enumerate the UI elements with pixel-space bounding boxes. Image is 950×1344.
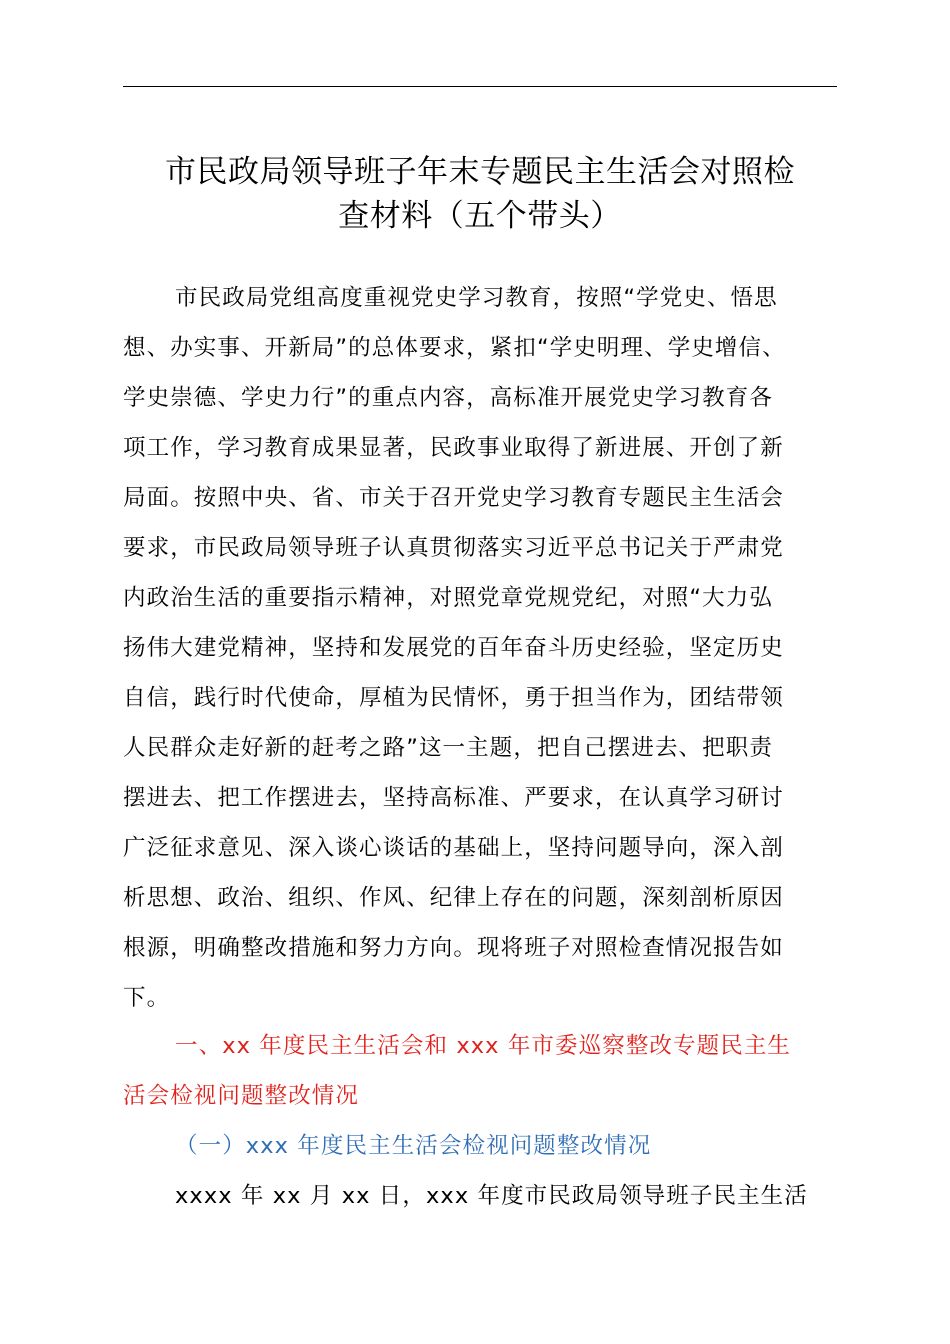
paragraph-line: 摆进去、把工作摆进去，坚持高标准、严要求，在认真学习研讨 [123, 785, 784, 811]
header-rule [123, 86, 837, 87]
section-heading-line: 活会检视问题整改情况 [123, 1083, 360, 1109]
paragraph-line: 市民政局党组高度重视党史学习教育，按照“学党史、悟思 [175, 285, 778, 311]
section-heading-line: 一、xx 年度民主生活会和 xxx 年市委巡察整改专题民主生 [175, 1033, 792, 1059]
subsection-heading [123, 1121, 837, 1171]
paragraph-line: 广泛征求意见、深入谈心谈话的基础上，坚持问题导向，深入剖 [123, 835, 784, 861]
paragraph-line: 项工作，学习教育成果显著，民政事业取得了新进展、开创了新 [123, 435, 784, 461]
paragraph-line: 内政治生活的重要指示精神，对照党章党规党纪，对照“大力弘 [123, 585, 773, 611]
subsection-heading-line: （一）xxx 年度民主生活会检视问题整改情况 [175, 1133, 652, 1159]
paragraph-line: 下。 [123, 985, 171, 1011]
paragraph-line: 局面。按照中央、省、市关于召开党史学习教育专题民主生活会 [123, 485, 784, 511]
paragraph-line: 扬伟大建党精神，坚持和发展党的百年奋斗历史经验，坚定历史 [123, 635, 784, 661]
paragraph-line: 自信，践行时代使命，厚植为民情怀，勇于担当作为，团结带领 [123, 685, 784, 711]
document-title [123, 150, 837, 238]
paragraph-line: 根源，明确整改措施和努力方向。现将班子对照检查情况报告如 [123, 935, 784, 961]
body-paragraph [123, 1171, 837, 1221]
paragraph-line: xxxx 年 xx 月 xx 日，xxx 年度市民政局领导班子民主生活 [175, 1183, 808, 1209]
intro-paragraph [123, 273, 837, 1023]
paragraph-line: 想、办实事、开新局”的总体要求，紧扣“学史明理、学史增信、 [123, 335, 786, 361]
title-line: 市民政局领导班子年末专题民主生活会对照检 [165, 154, 795, 190]
title-line: 查材料（五个带头） [338, 198, 622, 234]
paragraph-line: 析思想、政治、组织、作风、纪律上存在的问题，深刻剖析原因 [123, 885, 784, 911]
paragraph-line: 人民群众走好新的赶考之路”这一主题，把自己摆进去、把职责 [123, 735, 773, 761]
paragraph-line: 要求，市民政局领导班子认真贯彻落实习近平总书记关于严肃党 [123, 535, 784, 561]
section-heading [123, 1021, 837, 1121]
paragraph-line: 学史崇德、学史力行”的重点内容，高标准开展党史学习教育各 [123, 385, 773, 411]
